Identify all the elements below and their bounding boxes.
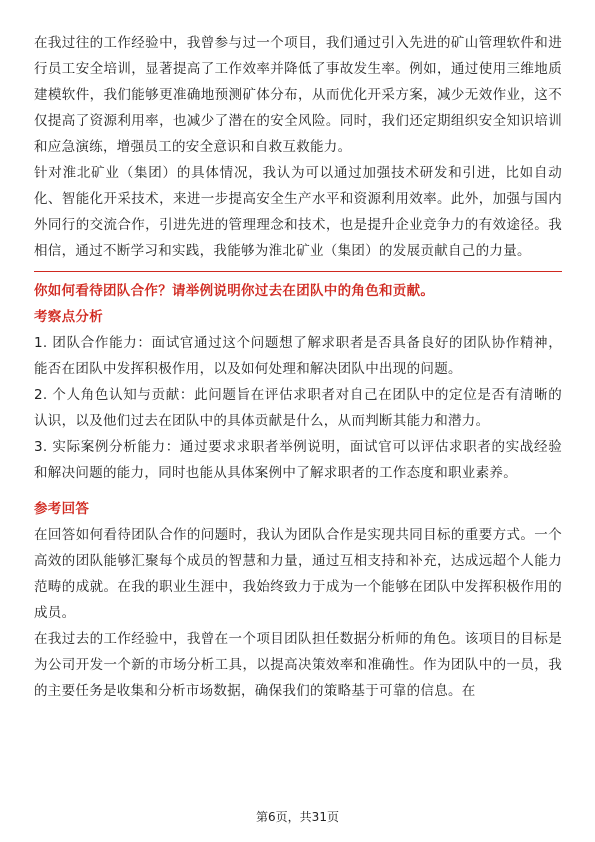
question-divider [34,271,562,272]
analysis-item: 3. 实际案例分析能力：通过要求求职者举例说明，面试官可以评估求职者的实战经验和解决问题的能力，同时也能从具体案例中了解求职者的工作态度和职业素养。 [34,439,562,481]
analysis-heading: 考察点分析 [34,309,103,325]
intro-paragraph: 在我过往的工作经验中，我曾参与过一个项目，我们通过引入先进的矿山管理软件和进行员工安全培训，显著提高了工作效率并降低了事故发生率。例如，通过使用三维地质建模软件，我们能够更准确地预测矿体分布，从而优化开采方案，减少无效作业，这不仅提高了资源利用率，也减少了潜在的安全风险。同时，我们还定期组织安全知识培训和应急演练，增强员工的安全意识和自救互救能力。 [34,35,562,155]
page-number-footer: 第6页，共31页 [256,810,339,824]
question-heading: 你如何看待团队合作？请举例说明你过去在团队中的角色和贡献。 [34,283,435,299]
answer-paragraph: 在回答如何看待团队合作的问题时，我认为团队合作是实现共同目标的重要方式。一个高效的团队能够汇聚每个成员的智慧和力量，通过互相支持和补充，达成远超个人能力范畴的成就。在我的职业生涯中，我始终致力于成为一个能够在团队中发挥积极作用的成员。 [34,527,562,621]
answer-paragraph: 在我过去的工作经验中，我曾在一个项目团队担任数据分析师的角色。该项目的目标是为公司开发一个新的市场分析工具，以提高决策效率和准确性。作为团队中的一员，我的主要任务是收集和分析市场数据，确保我们的策略基于可靠的信息。在 [34,631,562,699]
page-content [34,30,562,704]
analysis-item: 2. 个人角色认知与贡献：此问题旨在评估求职者对自己在团队中的定位是否有清晰的认识，以及他们过去在团队中的具体贡献是什么，从而判断其能力和潜力。 [34,387,562,429]
section-gap [34,486,562,496]
answer-heading: 参考回答 [34,501,90,517]
intro-paragraph: 针对淮北矿业（集团）的具体情况，我认为可以通过加强技术研发和引进，比如自动化、智能化开采技术，来进一步提高安全生产水平和资源利用效率。此外，加强与国内外同行的交流合作，引进先进的管理理念和技术，也是提升企业竞争力的有效途径。我相信，通过不断学习和实践，我能够为淮北矿业（集团）的发展贡献自己的力量。 [34,165,562,259]
analysis-item: 1. 团队合作能力：面试官通过这个问题想了解求职者是否具备良好的团队协作精神，能否在团队中发挥积极作用，以及如何处理和解决团队中出现的问题。 [34,335,562,377]
